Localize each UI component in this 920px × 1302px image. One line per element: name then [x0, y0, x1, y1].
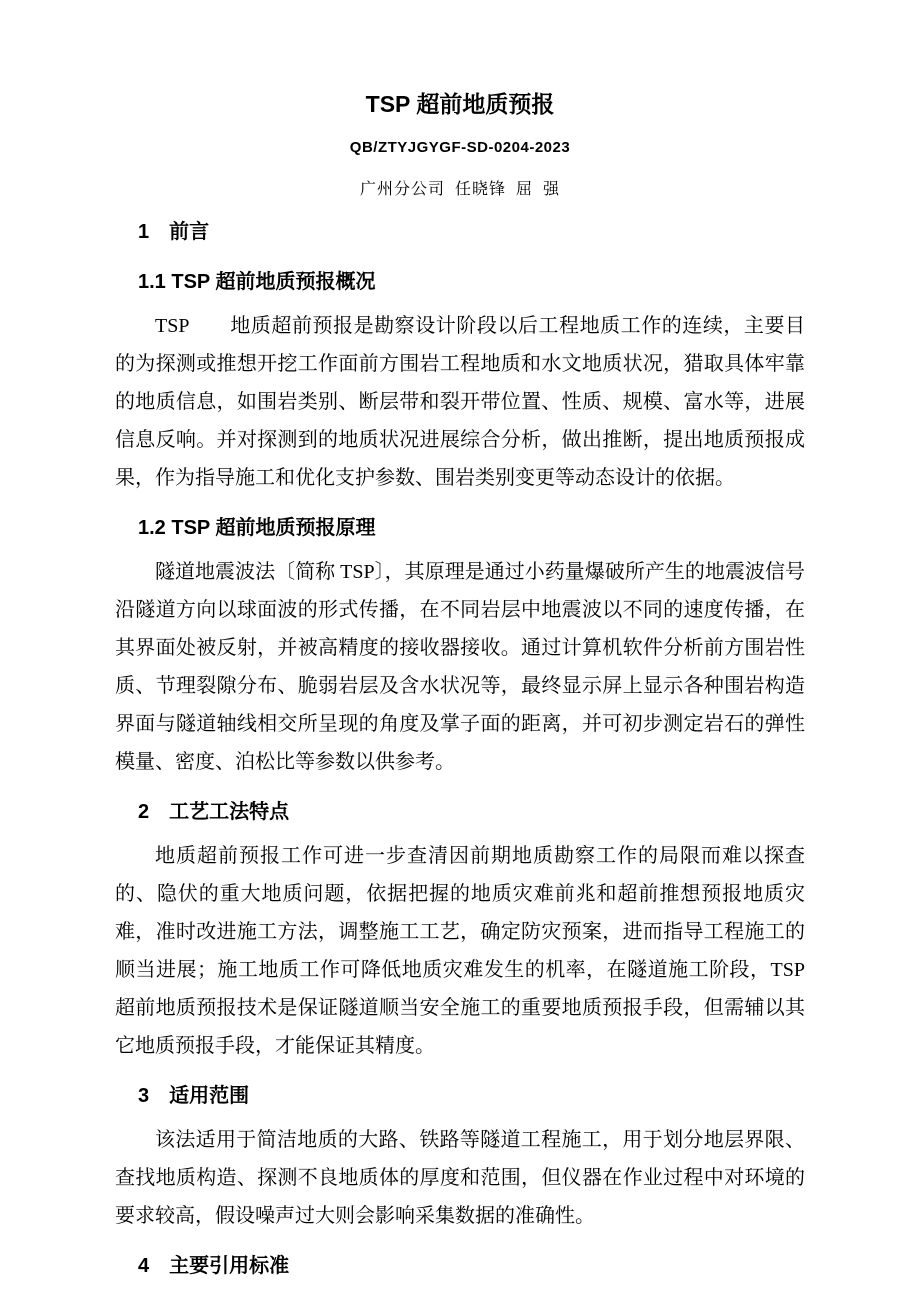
paragraph-1-2: 隧道地震波法〔简称 TSP〕，其原理是通过小药量爆破所产生的地震波信号沿隧道方向以球面波的形式传播，在不同岩层中地震波以不同的速度传播，在其界面处被反射，并被高精度的接收器接收。通过计算机软件分析前方围岩性质、节理裂隙分布、脆弱岩层及含水状况等，最终显示屏上显示各种围岩构造界面与隧道轴线相交所呈现的角度及掌子面的距离，并可初步测定岩石的弹性模量、密度、泊松比等参数以供参考。 — [115, 561, 805, 773]
authors-line: 广州分公司 任晓锋 屈 强 — [359, 181, 560, 198]
section-heading-2: 2 工艺工法特点 — [138, 801, 290, 823]
page-title: TSP 超前地质预报 — [365, 91, 555, 117]
section-heading-4: 4 主要引用标准 — [138, 1255, 290, 1277]
paragraph-3: 该法适用于简洁地质的大路、铁路等隧道工程施工，用于划分地层界限、查找地质构造、探测不良地质体的厚度和范围，但仪器在作业过程中对环境的要求较高，假设噪声过大则会影响采集数据的准确性。 — [115, 1129, 805, 1227]
doc-number: QB/ZTYJGYGF-SD-0204-2023 — [349, 139, 571, 156]
section-heading-3: 3 适用范围 — [138, 1085, 250, 1107]
section-heading-1-2: 1.2 TSP 超前地质预报原理 — [138, 517, 376, 539]
section-heading-1: 1 前言 — [138, 221, 210, 243]
paragraph-2: 地质超前预报工作可进一步查清因前期地质勘察工作的局限而难以探查的、隐伏的重大地质问题，依据把握的地质灾难前兆和超前推想预报地质灾难，准时改进施工方法，调整施工工艺，确定防灾预案，进而指导工程施工的顺当进展；施工地质工作可降低地质灾难发生的机率，在隧道施工阶段，TSP 超前地质预报技术是保证隧道顺当安全施工的重要地质预报手段，但需辅以其它地质预报手段，才能保证其精度。 — [115, 845, 805, 1057]
section-heading-1-1: 1.1 TSP 超前地质预报概况 — [138, 271, 376, 293]
paragraph-1-1: TSP 地质超前预报是勘察设计阶段以后工程地质工作的连续，主要目的为探测或推想开挖工作面前方围岩工程地质和水文地质状况，猎取具体牢靠的地质信息，如围岩类别、断层带和裂开带位置、性质、规模、富水等，进展信息反响。并对探测到的地质状况进展综合分析，做出推断，提出地质预报成果，作为指导施工和优化支护参数、围岩类别变更等动态设计的依据。 — [115, 315, 805, 489]
